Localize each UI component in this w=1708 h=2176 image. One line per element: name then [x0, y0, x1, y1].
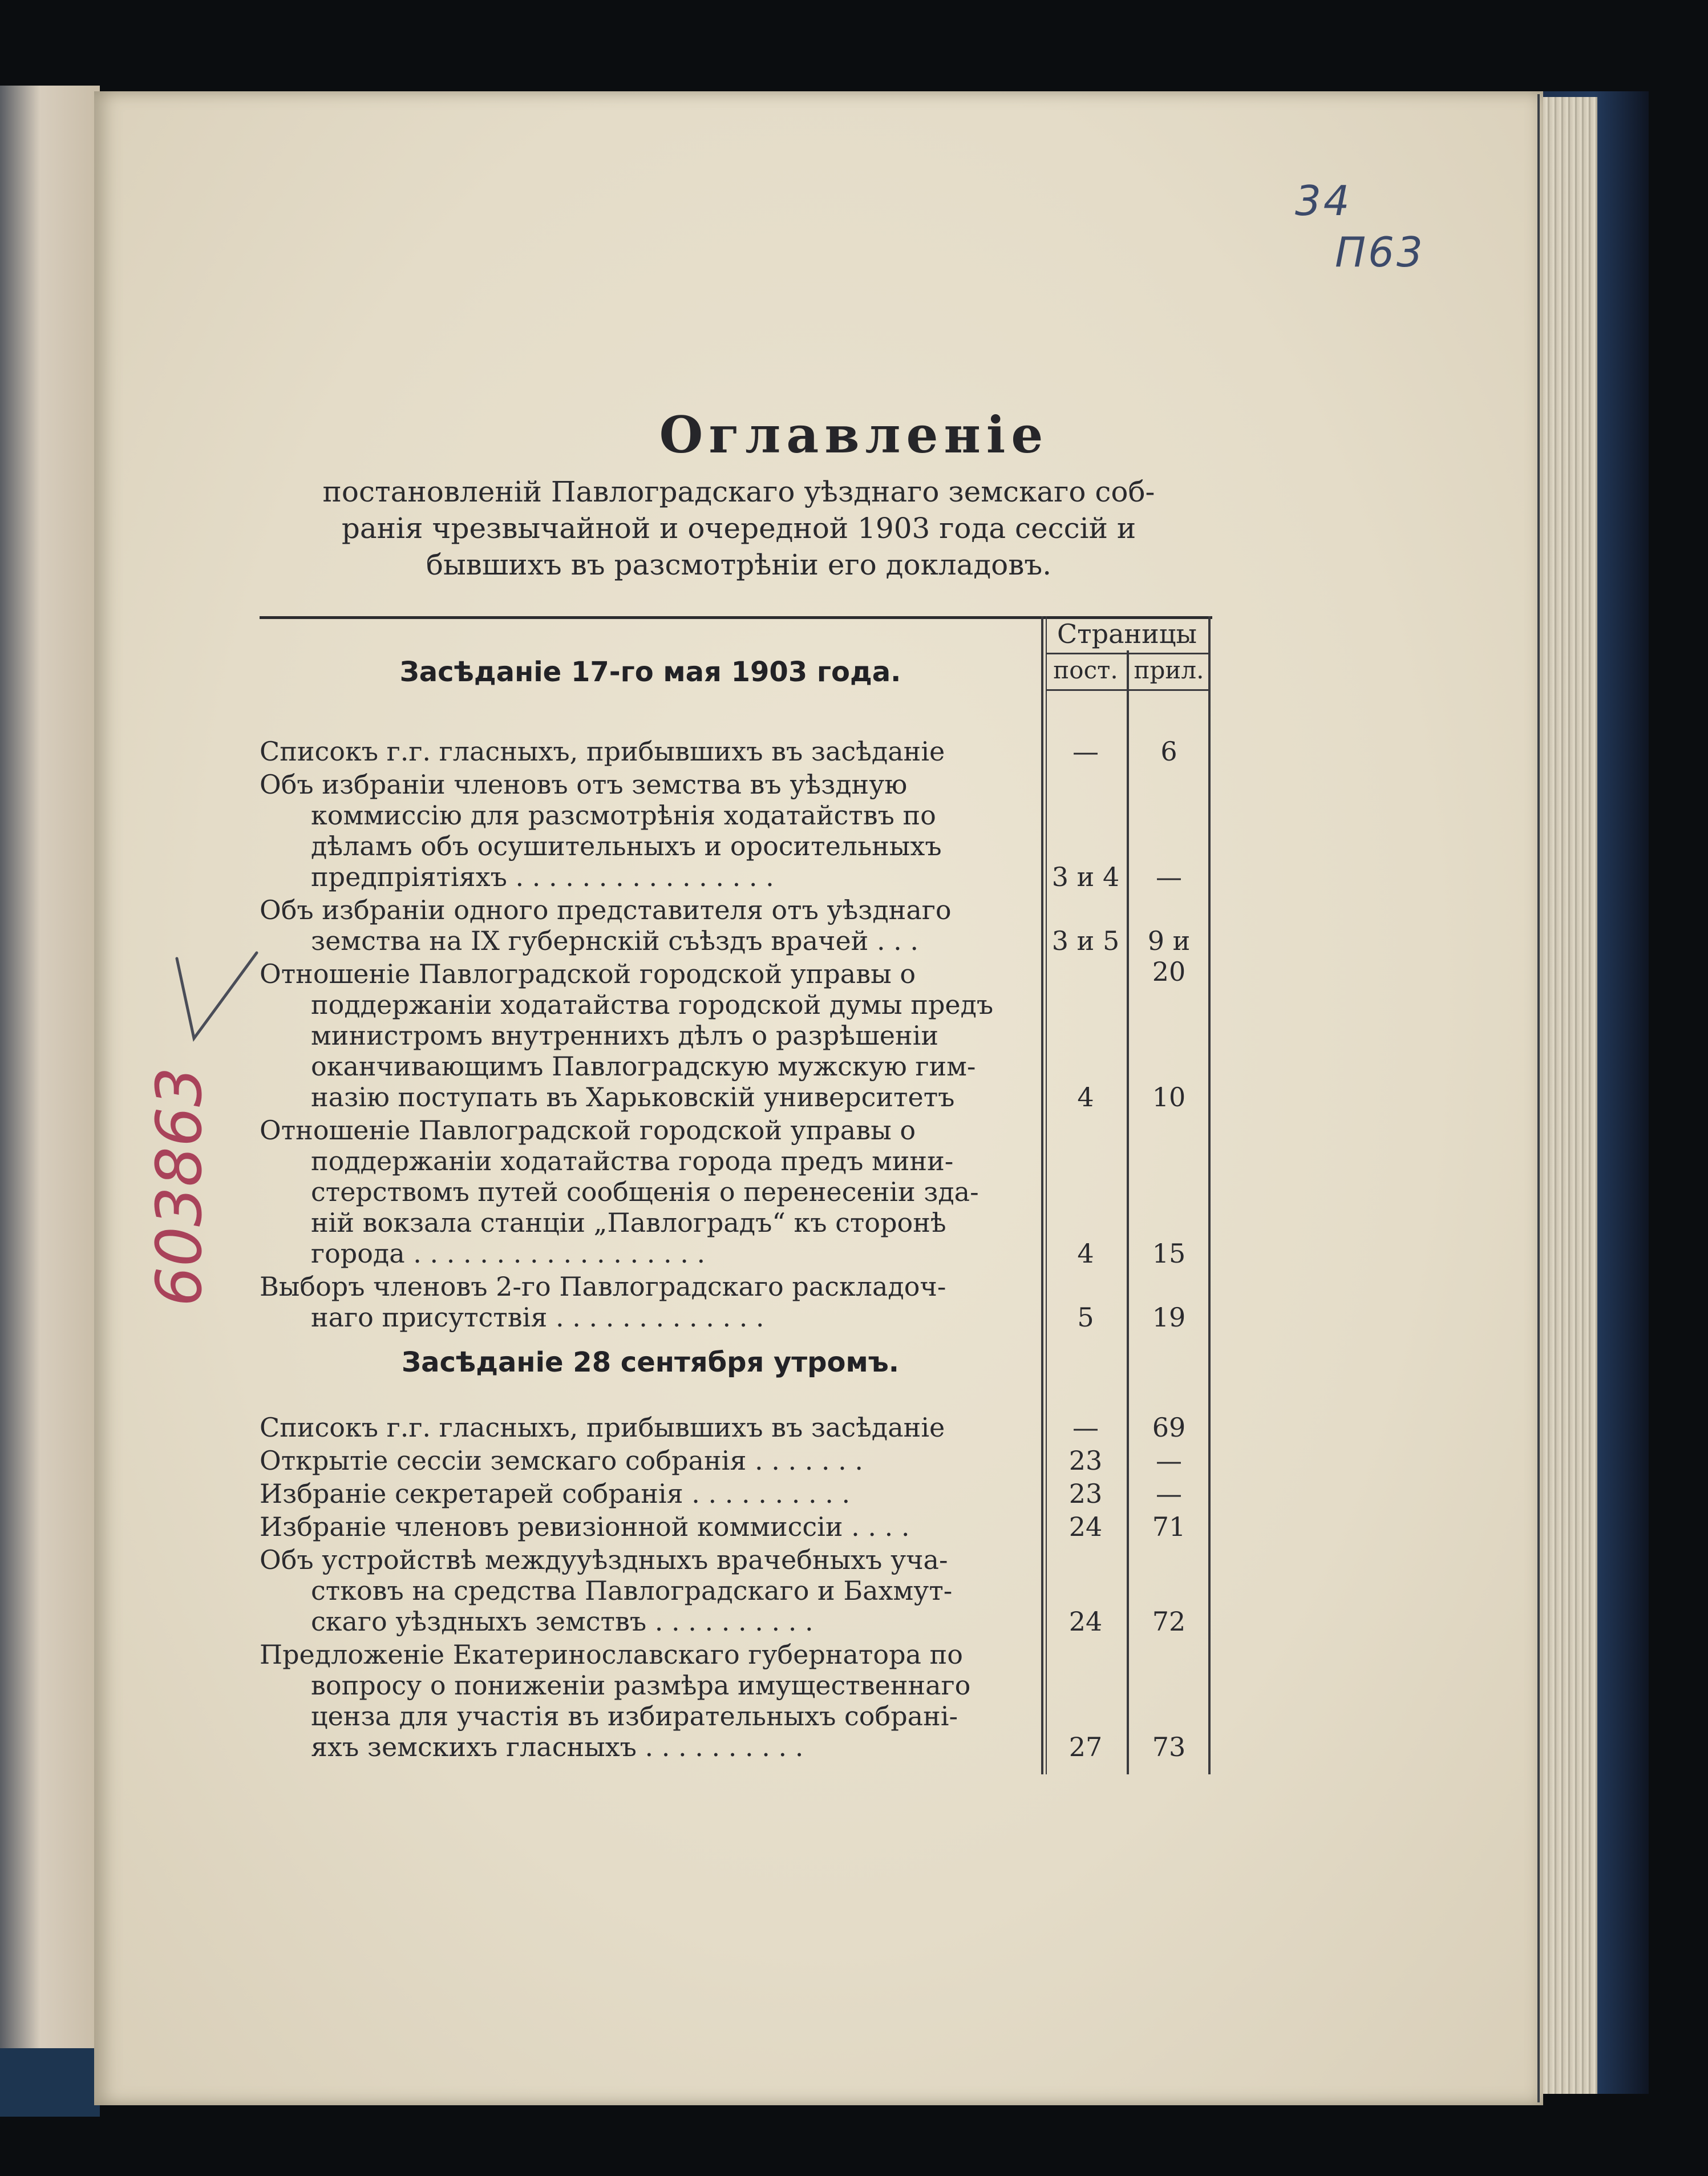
inventory-number: 603863 — [143, 1067, 216, 1307]
entry-text: Открытіе сессіи земскаго собранія . . . . . . . — [260, 1445, 864, 1476]
entry-text: стерствомъ путей сообщенія о перенесеніи зда- — [311, 1176, 979, 1207]
toc-entry — [260, 958, 1018, 1113]
header-rule — [1046, 689, 1208, 691]
column-rule — [1046, 616, 1047, 1774]
page-number-main: 3 и 4 — [1051, 861, 1120, 892]
page-number-main: 23 — [1068, 1478, 1103, 1509]
page-number-appendix: 72 — [1152, 1606, 1186, 1637]
entry-text: оканчивающимъ Павлоградскую мужскую гим- — [311, 1051, 976, 1082]
entry-text: Предложеніе Екатеринославскаго губернатора по — [260, 1639, 963, 1670]
header-rule — [1046, 653, 1208, 654]
entry-text: Избраніе секретарей собранія . . . . . . . . . . — [260, 1478, 851, 1509]
book-spine — [0, 2048, 100, 2117]
page-number-main: 4 — [1077, 1082, 1094, 1113]
table-of-contents — [260, 616, 1212, 1780]
page-number-main: 24 — [1068, 1606, 1103, 1637]
page-number-appendix: 10 — [1152, 1082, 1186, 1113]
toc-entry — [260, 1115, 1018, 1269]
col-b-header: прил. — [1134, 656, 1204, 684]
toc-entry — [260, 1271, 1018, 1333]
page-number-appendix: 69 — [1152, 1412, 1186, 1443]
handwritten-code-bottom: П63 — [1335, 228, 1425, 276]
entry-text: Объ устройствѣ междууѣздныхъ врачебныхъ уча- — [260, 1544, 948, 1575]
page-number-main: 24 — [1068, 1511, 1103, 1542]
entry-text: скаго уѣздныхъ земствъ . . . . . . . . . . — [311, 1606, 813, 1637]
subtitle-line: бывшихъ въ разсмотрѣніи его докладовъ. — [426, 548, 1052, 581]
entry-text: поддержаніи ходатайства города предъ мини- — [311, 1146, 954, 1176]
entry-text: коммиссію для разсмотрѣнія ходатайствъ по — [311, 800, 936, 831]
toc-entry — [260, 1639, 1018, 1762]
page-number-appendix: 71 — [1152, 1511, 1186, 1542]
subtitle-line: постановленій Павлоградскаго уѣзднаго земскаго соб- — [322, 475, 1155, 508]
page-number-appendix: 73 — [1152, 1732, 1186, 1762]
toc-entry — [260, 895, 1018, 956]
entry-text: ній вокзала станціи „Павлоградъ“ къ сторонѣ — [311, 1207, 946, 1238]
page-number-main: 23 — [1068, 1445, 1103, 1476]
page-number-main: 5 — [1077, 1302, 1094, 1333]
column-rule — [1208, 616, 1211, 1774]
page-number-main: — — [1072, 1412, 1099, 1443]
col-a-header: пост. — [1053, 656, 1118, 684]
pages-header: Страницы — [1057, 618, 1197, 649]
entry-text: земства на IX губернскій съѣздъ врачей . . . — [311, 925, 919, 956]
entry-text: Объ избраніи членовъ отъ земства въ уѣздную — [260, 769, 908, 800]
column-rule — [1041, 616, 1043, 1774]
entry-text: города . . . . . . . . . . . . . . . . . . — [311, 1238, 706, 1269]
toc-entry — [260, 1412, 1018, 1443]
entry-text: Выборъ членовъ 2-го Павлоградскаго раскладоч- — [260, 1271, 946, 1302]
page-number-appendix: — — [1156, 861, 1182, 892]
page-number-appendix: 19 — [1152, 1302, 1186, 1333]
toc-entry — [260, 1544, 1018, 1637]
book-cover-left — [0, 86, 100, 2117]
entry-text: министромъ внутреннихъ дѣлъ о разрѣшеніи — [311, 1020, 938, 1051]
page-number-appendix: — — [1156, 1478, 1182, 1509]
page-number-appendix: 15 — [1152, 1238, 1186, 1269]
toc-entry — [260, 736, 1018, 767]
entry-text: Избраніе членовъ ревизіонной коммиссіи . . . . — [260, 1511, 910, 1542]
toc-entry — [260, 1511, 1018, 1542]
toc-entry — [260, 769, 1018, 892]
toc-entry — [260, 1478, 1018, 1509]
section-title: Засѣданіе 17-го мая 1903 года. — [399, 656, 901, 688]
entry-text: назію поступать въ Харьковскій университетъ — [311, 1082, 955, 1113]
page-number-appendix: 6 — [1160, 736, 1177, 767]
entry-text: поддержаніи ходатайства городской думы предъ — [311, 989, 994, 1020]
page-fold — [1537, 94, 1540, 2102]
toc-entry — [260, 1445, 1018, 1476]
page-number-main: — — [1072, 736, 1099, 767]
entry-text: вопросу о пониженіи размѣра имущественнаго — [311, 1670, 971, 1701]
entry-text: Списокъ г.г. гласныхъ, прибывшихъ въ засѣданіе — [260, 736, 945, 767]
entry-text: стковъ на средства Павлоградскаго и Бахмут- — [311, 1575, 953, 1606]
entry-text: яхъ земскихъ гласныхъ . . . . . . . . . . — [311, 1732, 804, 1762]
page-subtitle — [268, 474, 1209, 583]
page-number-main: 27 — [1068, 1732, 1103, 1762]
page-number-main: 4 — [1077, 1238, 1094, 1269]
entry-text: Отношеніе Павлоградской городской управы о — [260, 958, 916, 989]
page-number-appendix: — — [1156, 1445, 1182, 1476]
subtitle-line: ранія чрезвычайной и очередной 1903 года сессій и — [341, 512, 1136, 545]
entry-text: Отношеніе Павлоградской городской управы о — [260, 1115, 916, 1146]
entry-text: Объ избраніи одного представителя отъ уѣзднаго — [260, 895, 952, 925]
section-title: Засѣданіе 28 сентября утромъ. — [401, 1346, 899, 1378]
handwritten-code-top: 34 — [1295, 177, 1352, 225]
entry-text: предпріятіяхъ . . . . . . . . . . . . . . . . — [311, 861, 774, 892]
entry-text: наго присутствія . . . . . . . . . . . . . — [311, 1302, 764, 1333]
page-number-main: 3 и 5 — [1051, 925, 1120, 956]
page-title: Оглавленіе — [659, 405, 1049, 464]
entry-text: Списокъ г.г. гласныхъ, прибывшихъ въ засѣданіе — [260, 1412, 945, 1443]
entry-text: дѣламъ объ осушительныхъ и оросительныхъ — [311, 831, 942, 861]
entry-text: ценза для участія въ избирательныхъ собрані- — [311, 1701, 958, 1732]
page-number-appendix: 9 и 20 — [1147, 925, 1191, 987]
